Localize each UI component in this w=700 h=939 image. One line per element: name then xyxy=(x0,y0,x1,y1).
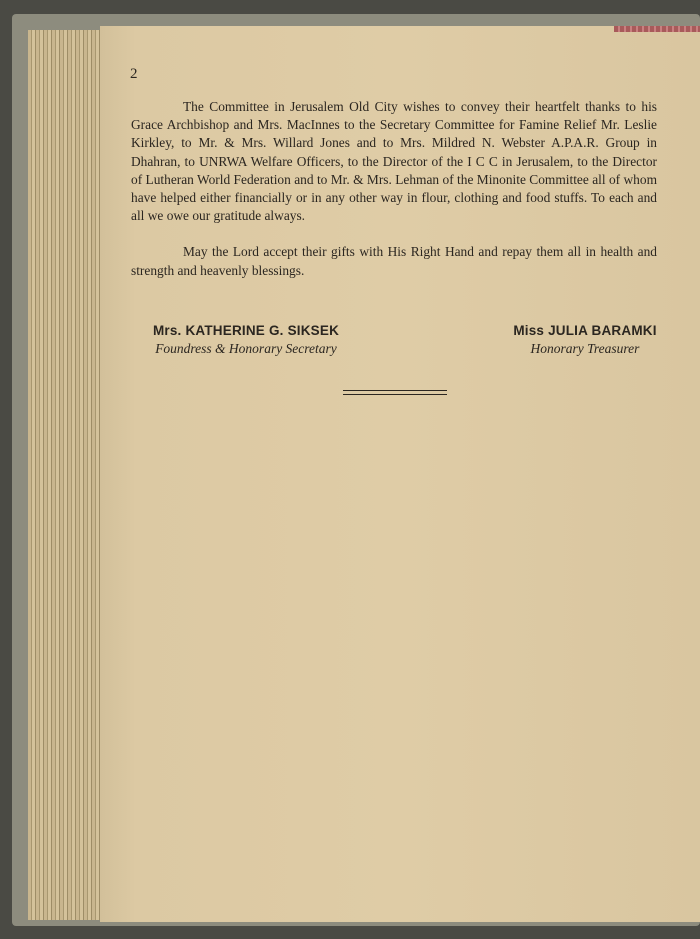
page-number: 2 xyxy=(130,66,138,82)
bookmark-ribbon xyxy=(614,26,700,32)
paragraph-blessing: May the Lord accept their gifts with His Right Hand and repay them all in health and strength and heavenly blessings. xyxy=(131,244,657,278)
divider-rule-top xyxy=(343,390,447,391)
paragraph-thanks: The Committee in Jerusalem Old City wishes to convey their heartfelt thanks to his Grace Archbishop and Mrs. MacInnes to the Secretary Committee for Famine Relief Mr. Leslie Kirkley, to Mr. & Mrs. Willard Jones and to Mrs. Mildred N. Webster A.P.A.R. Group in Dhahran, to UNRWA Welfare Officers, to the Director of the I C C in Jerusalem, to the Director of Lutheran World Federation and to Mr. & Mrs. Lehman of the Minonite Committee all of whom have helped either financially or in any other way in flour, clothing and food stuffs. To each and all we owe our gratitude always. xyxy=(131,99,657,224)
signatory-name-left: Mrs. KATHERINE G. SIKSEK xyxy=(152,323,340,338)
body-text xyxy=(131,98,657,280)
divider-rule-bottom xyxy=(343,394,447,395)
signature-block-left xyxy=(136,322,356,358)
signature-block-right xyxy=(500,322,670,358)
page-edges xyxy=(28,30,108,920)
signatory-title-right: Honorary Treasurer xyxy=(530,341,640,356)
signatory-name-right: Miss JULIA BARAMKI xyxy=(513,323,657,338)
signatory-title-left: Foundress & Honorary Secretary xyxy=(155,341,337,356)
